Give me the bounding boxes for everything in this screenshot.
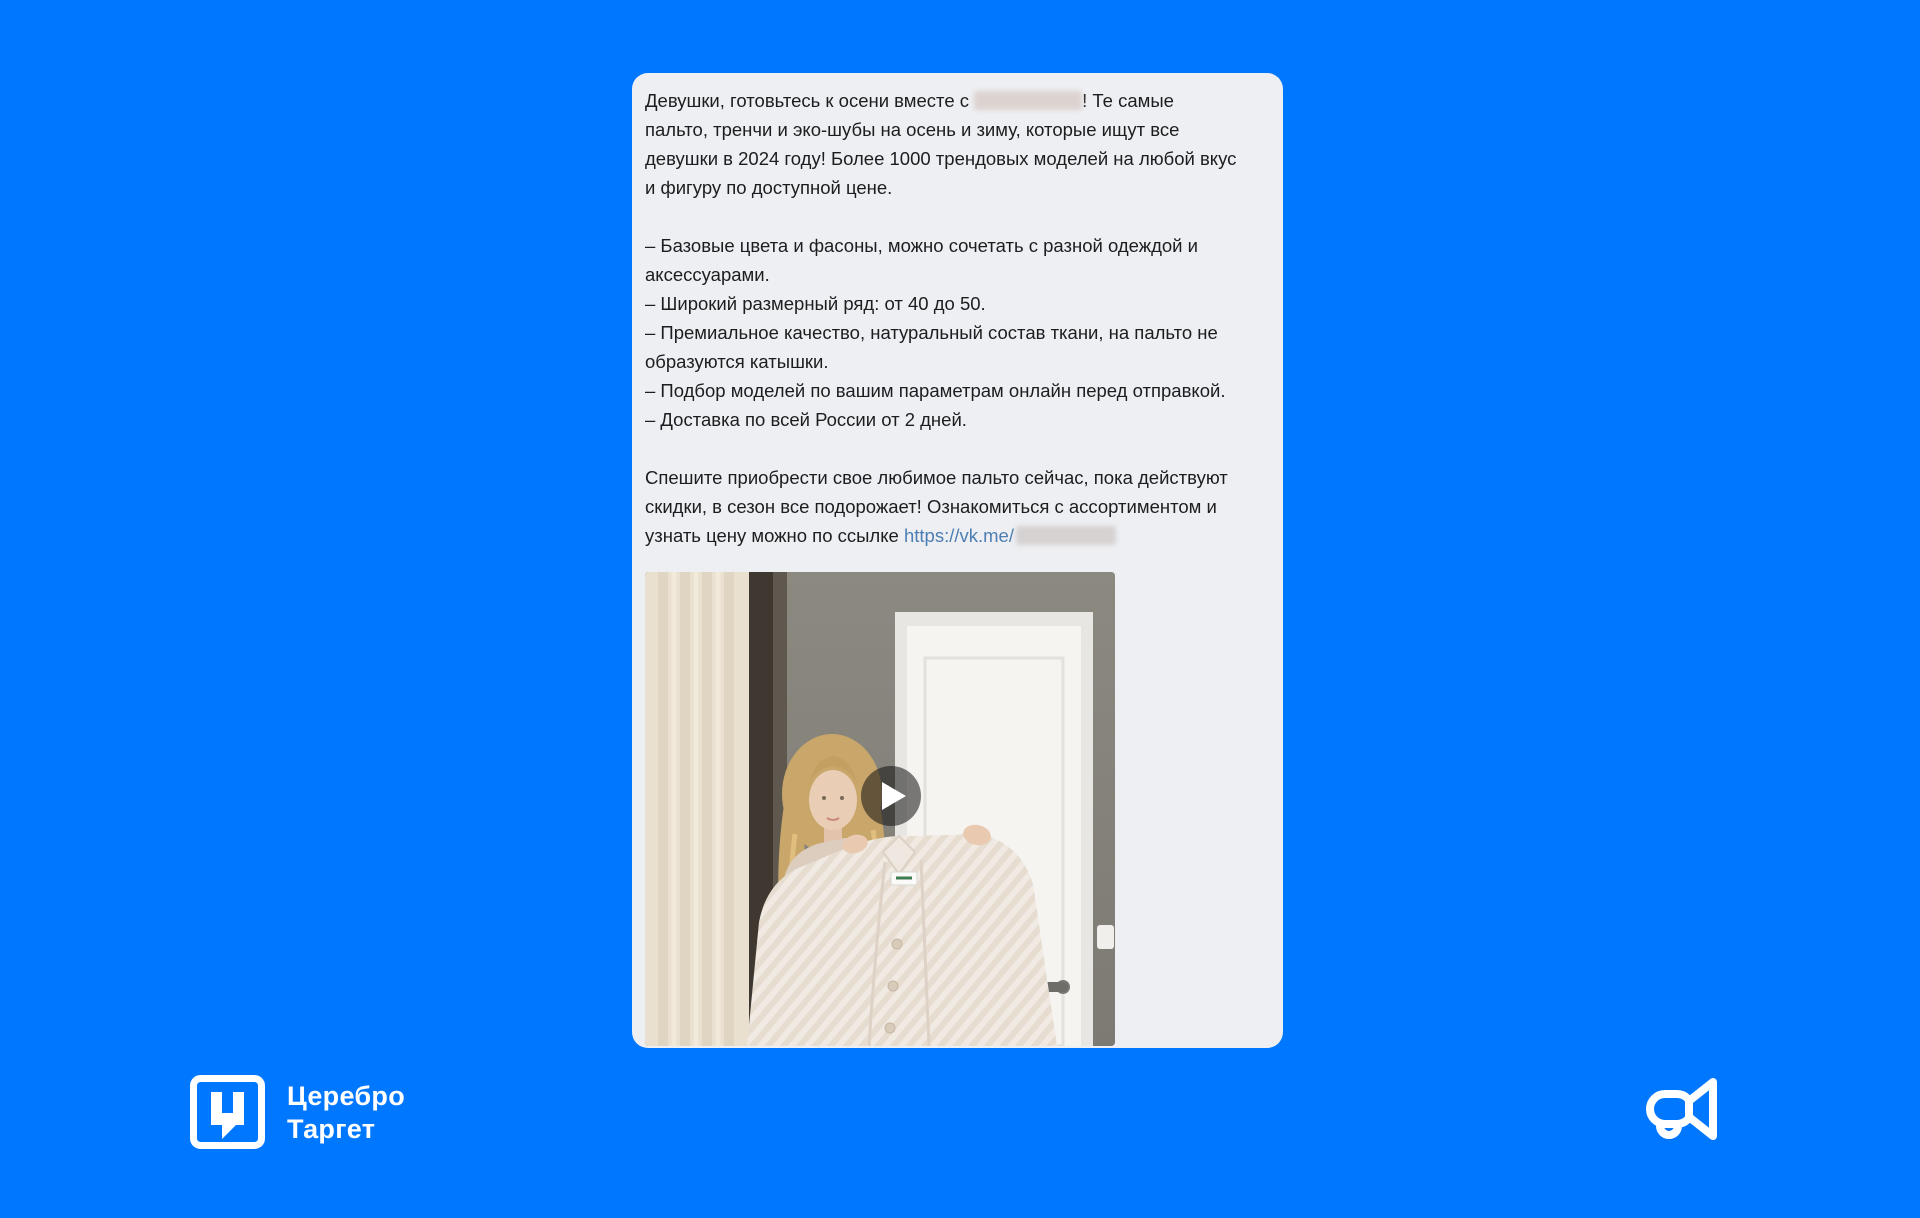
post-paragraph-intro [645, 86, 1267, 202]
post-feature-list [645, 231, 1267, 434]
megaphone-icon [1645, 1076, 1725, 1144]
feature-line: аксессуарами. [645, 264, 770, 285]
text-line: и фигуру по доступной цене. [645, 177, 893, 198]
text-line: девушки в 2024 году! Более 1000 трендовых моделей на любой вкус [645, 148, 1237, 169]
feature-line: – Премиальное качество, натуральный состав ткани, на пальто не [645, 322, 1218, 343]
post-paragraph-cta [645, 463, 1267, 550]
text-line [645, 86, 1267, 115]
text-segment: узнать цену можно по ссылке [645, 525, 904, 546]
brand-name-line1: Церебро [287, 1081, 405, 1111]
feature-line: – Базовые цвета и фасоны, можно сочетать с разной одеждой и [645, 235, 1198, 256]
text-line: Спешите приобрести свое любимое пальто сейчас, пока действуют [645, 467, 1228, 488]
text-line: пальто, тренчи и эко-шубы на осень и зиму, которые ищут все [645, 119, 1180, 140]
feature-line: – Доставка по всей России от 2 дней. [645, 409, 967, 430]
ad-post-card [632, 73, 1283, 1048]
play-icon [881, 781, 907, 811]
brand-name-line2: Таргет [287, 1114, 376, 1144]
play-button[interactable] [861, 766, 921, 826]
vk-link[interactable]: https://vk.me/ [903, 525, 1014, 546]
logo-letter-ts [211, 1092, 244, 1139]
text-line [645, 521, 1267, 550]
text-line: скидки, в сезон все подорожает! Ознакомиться с ассортиментом и [645, 496, 1217, 517]
cerebro-target-logo [190, 1075, 405, 1149]
feature-line: – Широкий размерный ряд: от 40 до 50. [645, 293, 986, 314]
light-switch [1097, 925, 1114, 949]
feature-line: – Подбор моделей по вашим параметрам онлайн перед отправкой. [645, 380, 1226, 401]
video-thumbnail[interactable] [645, 572, 1115, 1046]
cerebro-logo-icon [190, 1075, 265, 1149]
redacted-link-suffix [1016, 526, 1116, 545]
feature-line: образуются катышки. [645, 351, 829, 372]
text-segment: Девушки, готовьтесь к осени вместе с [645, 90, 975, 111]
brand-name [287, 1080, 405, 1149]
redacted-brand-name [974, 91, 1082, 110]
text-segment: ! Те самые [1082, 90, 1174, 111]
